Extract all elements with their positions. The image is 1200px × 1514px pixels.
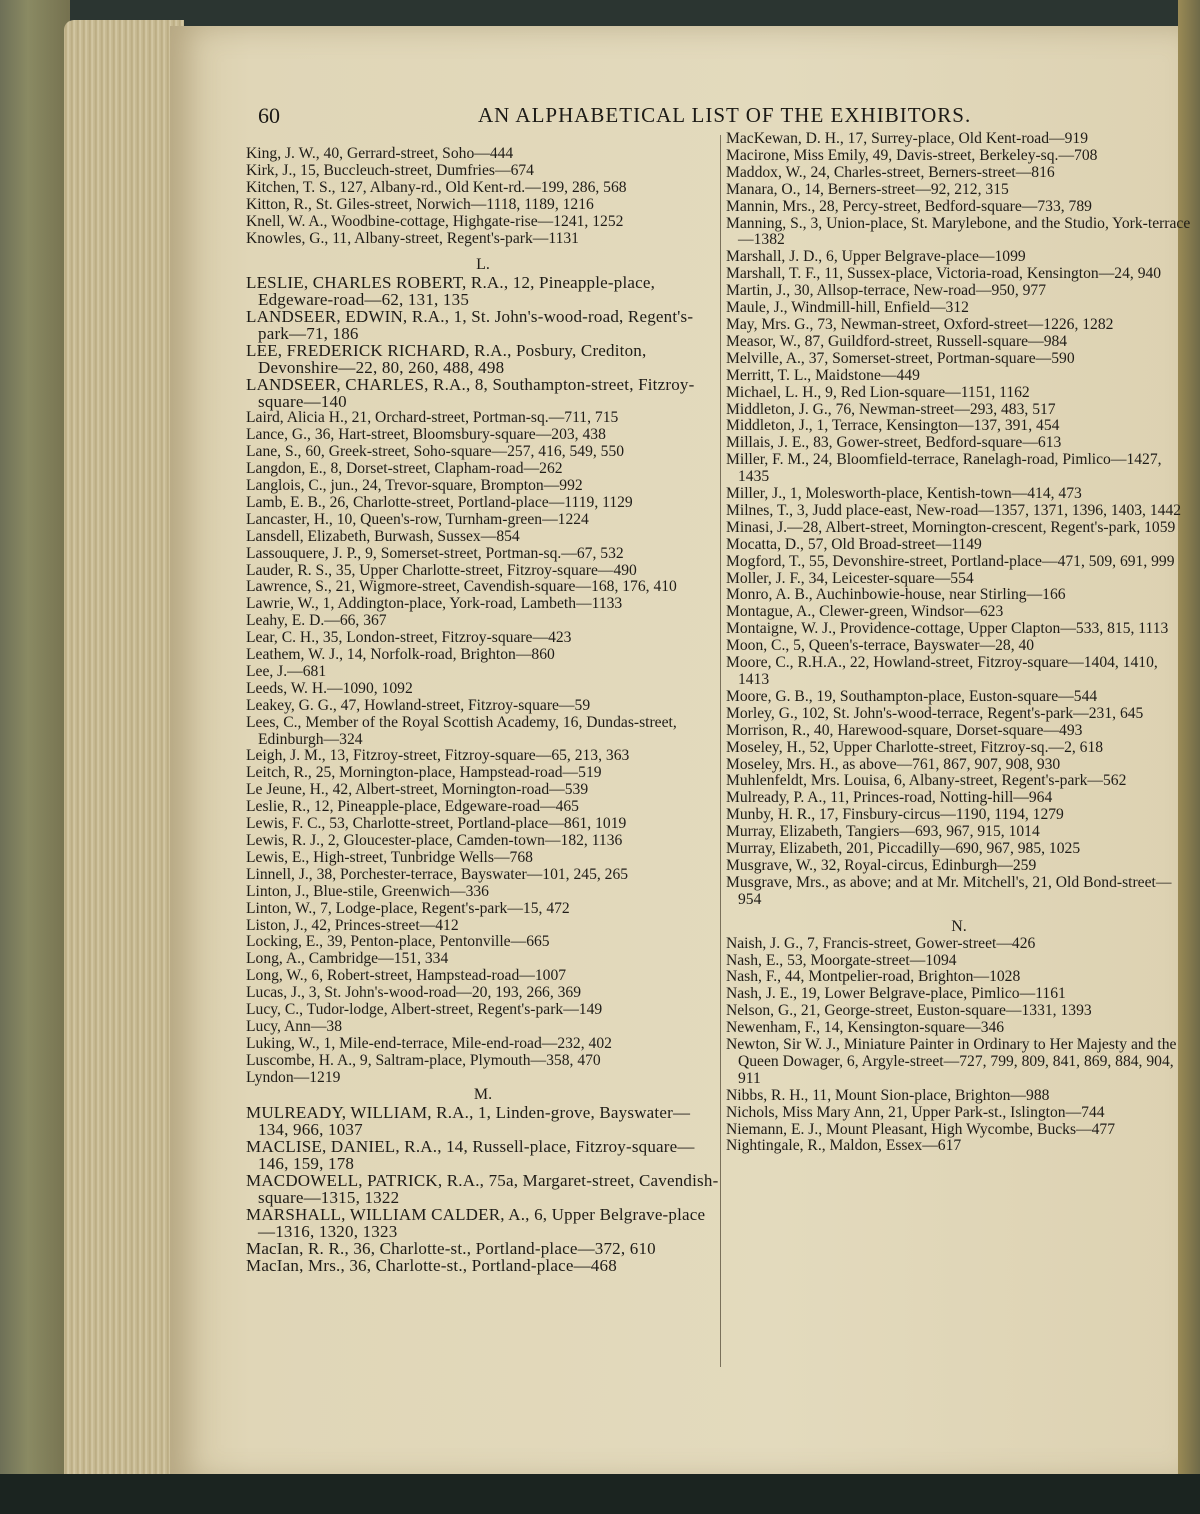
book-cover-bottom — [0, 1474, 1200, 1514]
exhibitor-entry: Middleton, J., 1, Terrace, Kensington—137, 391, 454 — [726, 417, 1060, 435]
exhibitor-entry: Michael, L. H., 9, Red Lion-square—1151, 1162 — [726, 383, 1030, 401]
academician-entry: LANDSEER, EDWIN, R.A., 1, St. John's-wood-road, Regent's-park—71, 186 — [246, 307, 694, 344]
exhibitor-entry: Moon, C., 5, Queen's-terrace, Bayswater—28, 40 — [726, 637, 1035, 655]
exhibitor-entry: Millais, J. E., 83, Gower-street, Bedford-square—613 — [726, 434, 1062, 452]
exhibitor-entry: Lance, G., 36, Hart-street, Bloomsbury-square—203, 438 — [246, 426, 606, 444]
exhibitor-entry: Moseley, Mrs. H., as above—761, 867, 907, 908, 930 — [726, 755, 1061, 773]
academician-entry: LEE, FREDERICK RICHARD, R.A., Posbury, Crediton, Devonshire—22, 80, 260, 488, 498 — [246, 341, 647, 378]
page-header — [258, 103, 1198, 133]
exhibitor-entry: Lewis, E., High-street, Tunbridge Wells—768 — [246, 848, 533, 866]
exhibitor-entry: Lee, J.—681 — [246, 662, 327, 680]
exhibitor-entry: Marshall, T. F., 11, Sussex-place, Victoria-road, Kensington—24, 940 — [726, 265, 1162, 283]
exhibitor-entry: Long, A., Cambridge—151, 334 — [246, 950, 449, 968]
exhibitor-entry: Miller, F. M., 24, Bloomfield-terrace, Ranelagh-road, Pimlico—1427, 1435 — [726, 451, 1162, 486]
left-column — [246, 146, 720, 1274]
exhibitor-entry: Musgrave, W., 32, Royal-circus, Edinburgh—259 — [726, 856, 1037, 874]
academician-entry: MARSHALL, WILLIAM CALDER, A., 6, Upper Belgrave-place—1316, 1320, 1323 — [246, 1204, 706, 1241]
exhibitor-entry: Liston, J., 42, Princes-street—412 — [246, 916, 459, 934]
exhibitor-entry: Mulready, P. A., 11, Princes-road, Notting-hill—964 — [726, 789, 1053, 807]
exhibitor-entry: Macirone, Miss Emily, 49, Davis-street, Berkeley-sq.—708 — [726, 146, 1098, 164]
exhibitor-entry: Leeds, W. H.—1090, 1092 — [246, 679, 413, 697]
exhibitor-entry: Minasi, J.—28, Albert-street, Mornington-crescent, Regent's-park, 1059 — [726, 518, 1176, 536]
academician-entry: MacIan, Mrs., 36, Charlotte-st., Portland-place—468 — [246, 1255, 617, 1275]
exhibitor-entry: Leahy, E. D.—66, 367 — [246, 612, 387, 630]
exhibitor-entry: May, Mrs. G., 73, Newman-street, Oxford-street—1226, 1282 — [726, 315, 1114, 333]
exhibitor-entry: Linnell, J., 38, Porchester-terrace, Bayswater—101, 245, 265 — [246, 865, 629, 883]
exhibitor-entry: Morley, G., 102, St. John's-wood-terrace, Regent's-park—231, 645 — [726, 704, 1144, 722]
exhibitor-entry: Nash, J. E., 19, Lower Belgrave-place, Pimlico—1161 — [726, 985, 1066, 1003]
section-letter-heading: N. — [951, 917, 967, 935]
exhibitor-entry: Muhlenfeldt, Mrs. Louisa, 6, Albany-street, Regent's-park—562 — [726, 772, 1127, 790]
exhibitor-entry: Nichols, Miss Mary Ann, 21, Upper Park-st., Islington—744 — [726, 1103, 1105, 1121]
exhibitor-entry: Lees, C., Member of the Royal Scottish Academy, 16, Dundas-street, Edinburgh—324 — [246, 713, 677, 748]
exhibitor-entry: Le Jeune, H., 42, Albert-street, Mornington-road—539 — [246, 781, 589, 799]
exhibitor-entry: Naish, J. G., 7, Francis-street, Gower-street—426 — [726, 934, 1036, 952]
exhibitor-entry: Milnes, T., 3, Judd place-east, New-road—1357, 1371, 1396, 1403, 1442 — [726, 501, 1182, 519]
exhibitor-entry: Lane, S., 60, Greek-street, Soho-square—257, 416, 549, 550 — [246, 443, 625, 461]
exhibitor-entry: Montague, A., Clewer-green, Windsor—623 — [726, 603, 1004, 621]
exhibitor-entry: Nash, F., 44, Montpelier-road, Brighton—1028 — [726, 968, 1021, 986]
exhibitor-entry: Miller, J., 1, Molesworth-place, Kentish-town—414, 473 — [726, 485, 1082, 503]
exhibitor-entry: Leitch, R., 25, Mornington-place, Hampstead-road—519 — [246, 764, 602, 782]
section-letter-heading: M. — [473, 1085, 493, 1103]
exhibitor-entry: Lear, C. H., 35, London-street, Fitzroy-square—423 — [246, 629, 572, 647]
exhibitor-entry: Merritt, T. L., Maidstone—449 — [726, 366, 920, 384]
column-divider — [720, 135, 721, 1367]
exhibitor-entry: Linton, W., 7, Lodge-place, Regent's-park—15, 472 — [246, 899, 570, 917]
exhibitor-entry: Monro, A. B., Auchinbowie-house, near Stirling—166 — [726, 586, 1066, 604]
exhibitor-entry: Knell, W. A., Woodbine-cottage, Highgate-rise—1241, 1252 — [246, 212, 624, 230]
exhibitor-entry: Mogford, T., 55, Devonshire-street, Portland-place—471, 509, 691, 999 — [726, 552, 1175, 570]
exhibitor-entry: Melville, A., 37, Somerset-street, Portman-square—590 — [726, 349, 1075, 367]
book-cover-left — [0, 0, 70, 1514]
exhibitor-entry: Knowles, G., 11, Albany-street, Regent's-park—1131 — [246, 229, 579, 247]
exhibitor-entry: Nelson, G., 21, George-street, Euston-square—1331, 1393 — [726, 1002, 1092, 1020]
exhibitor-entry: Lamb, E. B., 26, Charlotte-street, Portland-place—1119, 1129 — [246, 493, 633, 511]
exhibitor-entry: Leslie, R., 12, Pineapple-place, Edgeware-road—465 — [246, 798, 579, 816]
exhibitor-entry: Nightingale, R., Maldon, Essex—617 — [726, 1137, 962, 1155]
exhibitor-entry: Kirk, J., 15, Buccleuch-street, Dumfries—674 — [246, 161, 534, 179]
exhibitor-entry: Kitton, R., St. Giles-street, Norwich—1118, 1189, 1216 — [246, 195, 594, 213]
exhibitor-entry: Lewis, R. J., 2, Gloucester-place, Camden-town—182, 1136 — [246, 832, 623, 849]
exhibitor-entry: Leathem, W. J., 14, Norfolk-road, Brighton—860 — [246, 646, 555, 664]
exhibitor-entry: Lyndon—1219 — [246, 1068, 341, 1086]
exhibitor-entry: Locking, E., 39, Penton-place, Pentonville—665 — [246, 933, 550, 951]
exhibitor-entry: Kitchen, T. S., 127, Albany-rd., Old Kent-rd.—199, 286, 568 — [246, 178, 627, 196]
exhibitor-entry: Luscombe, H. A., 9, Saltram-place, Plymouth—358, 470 — [246, 1051, 601, 1069]
exhibitor-entry: MacKewan, D. H., 17, Surrey-place, Old Kent-road—919 — [726, 130, 1089, 147]
exhibitor-entry: Marshall, J. D., 6, Upper Belgrave-place—1099 — [726, 248, 1026, 266]
exhibitor-entry: Morrison, R., 40, Harewood-square, Dorset-square—493 — [726, 721, 1083, 739]
page-number: 60 — [258, 103, 280, 128]
page-title: AN ALPHABETICAL LIST OF THE EXHIBITORS. — [478, 103, 972, 127]
exhibitor-entry: Maule, J., Windmill-hill, Enfield—312 — [726, 299, 969, 317]
exhibitor-entry: Newenham, F., 14, Kensington-square—346 — [726, 1019, 1005, 1037]
exhibitor-entry: Moseley, H., 52, Upper Charlotte-street, Fitzroy-sq.—2, 618 — [726, 738, 1104, 756]
right-column — [726, 131, 1192, 1155]
academician-entry: LANDSEER, CHARLES, R.A., 8, Southampton-street, Fitzroy-square—140 — [246, 375, 695, 412]
exhibitor-entry: Moller, J. F., 34, Leicester-square—554 — [726, 569, 974, 587]
exhibitor-entry: Nash, E., 53, Moorgate-street—1094 — [726, 951, 957, 969]
exhibitor-entry: King, J. W., 40, Gerrard-street, Soho—444 — [246, 145, 514, 162]
academician-entry: MULREADY, WILLIAM, R.A., 1, Linden-grove, Bayswater—134, 966, 1037 — [246, 1102, 691, 1139]
exhibitor-entry: Middleton, J. G., 76, Newman-street—293, 483, 517 — [726, 400, 1056, 418]
exhibitor-entry: Long, W., 6, Robert-street, Hampstead-road—1007 — [246, 967, 567, 985]
academician-entry: LESLIE, CHARLES ROBERT, R.A., 12, Pineapple-place, Edgeware-road—62, 131, 135 — [246, 273, 656, 310]
exhibitor-entry: Leigh, J. M., 13, Fitzroy-street, Fitzroy-square—65, 213, 363 — [246, 747, 630, 765]
exhibitor-entry: Linton, J., Blue-stile, Greenwich—336 — [246, 882, 489, 900]
exhibitor-entry: Lawrie, W., 1, Addington-place, York-road, Lambeth—1133 — [246, 595, 623, 613]
exhibitor-entry: Luking, W., 1, Mile-end-terrace, Mile-end-road—232, 402 — [246, 1034, 612, 1052]
exhibitor-entry: Mannin, Mrs., 28, Percy-street, Bedford-square—733, 789 — [726, 197, 1092, 215]
exhibitor-entry: Niemann, E. J., Mount Pleasant, High Wycombe, Bucks—477 — [726, 1120, 1116, 1138]
exhibitor-entry: Langdon, E., 8, Dorset-street, Clapham-road—262 — [246, 460, 563, 478]
exhibitor-entry: Lewis, F. C., 53, Charlotte-street, Portland-place—861, 1019 — [246, 815, 627, 833]
exhibitor-entry: Montaigne, W. J., Providence-cottage, Upper Clapton—533, 815, 1113 — [726, 620, 1169, 638]
exhibitor-entry: Moore, C., R.H.A., 22, Howland-street, Fitzroy-square—1404, 1410, 1413 — [726, 654, 1158, 688]
exhibitor-entry: Lancaster, H., 10, Queen's-row, Turnham-green—1224 — [246, 510, 589, 528]
exhibitor-entry: Murray, Elizabeth, Tangiers—693, 967, 915, 1014 — [726, 823, 1040, 841]
exhibitor-entry: Leakey, G. G., 47, Howland-street, Fitzroy-square—59 — [246, 696, 591, 714]
exhibitor-entry: Musgrave, Mrs., as above; and at Mr. Mitchell's, 21, Old Bond-street—954 — [726, 873, 1172, 908]
exhibitor-entry: Newton, Sir W. J., Miniature Painter in Ordinary to Her Majesty and the Queen Dowager, 6, Argyle-street—727, 799, 809, 841, 869, 884, 904, 911 — [726, 1036, 1177, 1087]
exhibitor-entry: Lucy, C., Tudor-lodge, Albert-street, Regent's-park—149 — [246, 1001, 603, 1019]
exhibitor-entry: Measor, W., 87, Guildford-street, Russell-square—984 — [726, 332, 1068, 350]
exhibitor-entry: Lassouquere, J. P., 9, Somerset-street, Portman-sq.—67, 532 — [246, 544, 624, 562]
exhibitor-entry: Lawrence, S., 21, Wigmore-street, Cavendish-square—168, 176, 410 — [246, 578, 677, 596]
exhibitor-entry: Nibbs, R. H., 11, Mount Sion-place, Brighton—988 — [726, 1086, 1050, 1104]
academician-entry: MACLISE, DANIEL, R.A., 14, Russell-place, Fitzroy-square—146, 159, 178 — [246, 1136, 695, 1173]
exhibitor-entry: Maddox, W., 24, Charles-street, Berners-street—816 — [726, 163, 1055, 181]
page-edges — [64, 20, 184, 1490]
exhibitor-entry: Munby, H. R., 17, Finsbury-circus—1190, 1194, 1279 — [726, 806, 1064, 824]
academician-entry: MacIan, R. R., 36, Charlotte-st., Portland-place—372, 610 — [246, 1238, 656, 1258]
section-letter-heading: L. — [476, 256, 490, 274]
exhibitor-entry: Moore, G. B., 19, Southampton-place, Euston-square—544 — [726, 687, 1098, 705]
exhibitor-entry: Mocatta, D., 57, Old Broad-street—1149 — [726, 535, 982, 553]
exhibitor-entry: Lauder, R. S., 35, Upper Charlotte-street, Fitzroy-square—490 — [246, 561, 637, 579]
exhibitor-entry: Langlois, C., jun., 24, Trevor-square, Brompton—992 — [246, 476, 583, 494]
exhibitor-entry: Laird, Alicia H., 21, Orchard-street, Portman-sq.—711, 715 — [246, 409, 619, 427]
exhibitor-entry: Lucas, J., 3, St. John's-wood-road—20, 193, 266, 369 — [246, 984, 582, 1002]
academician-entry: MACDOWELL, PATRICK, R.A., 75a, Margaret-street, Cavendish-square—1315, 1322 — [246, 1170, 719, 1207]
exhibitor-entry: Lansdell, Elizabeth, Burwash, Sussex—854 — [246, 527, 520, 545]
exhibitor-entry: Manara, O., 14, Berners-street—92, 212, 315 — [726, 180, 1009, 198]
exhibitor-entry: Lucy, Ann—38 — [246, 1017, 343, 1035]
exhibitor-entry: Manning, S., 3, Union-place, St. Marylebone, and the Studio, York-terrace—1382 — [726, 214, 1191, 249]
exhibitor-entry: Murray, Elizabeth, 201, Piccadilly—690, 967, 985, 1025 — [726, 840, 1081, 858]
exhibitor-entry: Martin, J., 30, Allsop-terrace, New-road—950, 977 — [726, 282, 1047, 300]
